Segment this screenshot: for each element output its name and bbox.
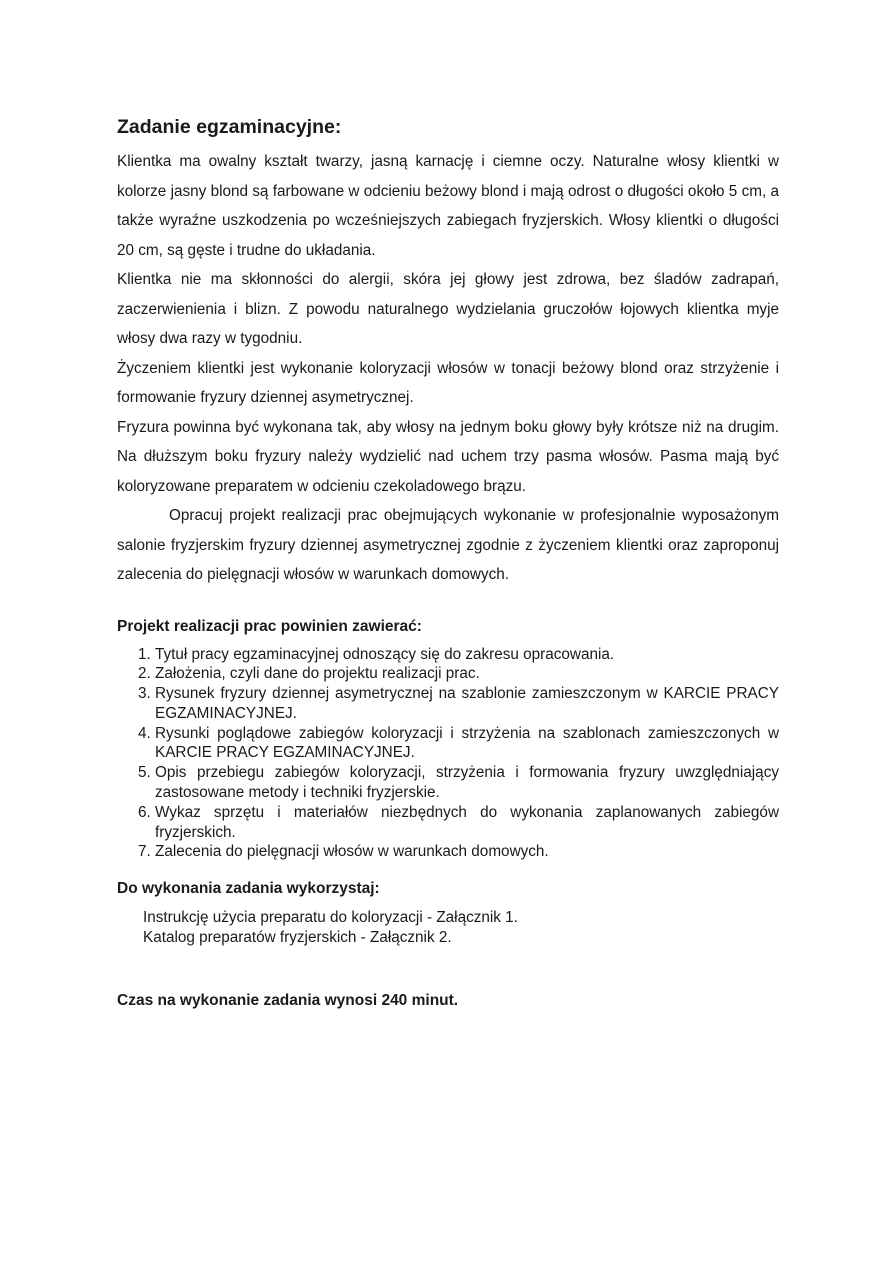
list-item: 6. Wykaz sprzętu i materiałów niezbędnych do wykonania zaplanowanych zabiegów fryzjerskich.	[155, 803, 779, 843]
task-title: Zadanie egzaminacyjne:	[117, 116, 342, 138]
client-wish-paragraph: Życzeniem klientki jest wykonanie koloryzacji włosów w tonacji beżowy blond oraz strzyżenie i formowanie fryzury dziennej asymetrycznej.	[117, 359, 779, 406]
list-item: 3. Rysunek fryzury dziennej asymetrycznej na szablonie zamieszczonym w KARCIE PRACY EGZAMINACYJNEJ.	[155, 684, 779, 724]
client-scalp-paragraph: Klientka nie ma skłonności do alergii, skóra jej głowy jest zdrowa, bez śladów zadrapań, zaczerwienienia i blizn. Z powodu naturalnego wydzielania gruczołów łojowych klientka myje włosy dwa razy w tygodniu.	[117, 271, 779, 347]
time-limit-note: Czas na wykonanie zadania wynosi 240 minut.	[117, 992, 459, 1010]
hairstyle-requirements-paragraph: Fryzura powinna być wykonana tak, aby włosy na jednym boku głowy były krótsze niż na drugim. Na dłuższym boku fryzury należy wydzielić nad uchem trzy pasma włosów. Pasma mają być koloryzowane preparatem w odcieniu czekoladowego brązu.	[117, 418, 779, 495]
task-instruction-paragraph: Opracuj projekt realizacji prac obejmujących wykonanie w profesjonalnie wyposażonym salonie fryzjerskim fryzury dziennej asymetrycznej zgodnie z życzeniem klientki oraz zaproponuj zalecenia do pielęgnacji włosów w warunkach domowych.	[117, 507, 779, 583]
resources-heading: Do wykonania zadania wykorzystaj:	[117, 880, 380, 898]
list-item: 5. Opis przebiegu zabiegów koloryzacji, strzyżenia i formowania fryzury uwzględniający zastosowane metody i techniki fryzjerskie.	[155, 763, 779, 803]
list-item: 2. Założenia, czyli dane do projektu realizacji prac.	[155, 664, 779, 684]
resources-list	[143, 908, 779, 948]
list-item: 1. Tytuł pracy egzaminacyjnej odnoszący się do zakresu opracowania.	[155, 645, 779, 665]
resource-item: Instrukcję użycia preparatu do koloryzacji - Załącznik 1.	[143, 909, 518, 927]
client-description-paragraph: Klientka ma owalny kształt twarzy, jasną karnację i ciemne oczy. Naturalne włosy klientki w kolorze jasny blond są farbowane w odcieniu beżowy blond i mają odrost o długości około 5 cm, a także wyraźne uszkodzenia po wcześniejszych zabiegach fryzjerskich. Włosy klientki o długości 20 cm, są gęste i trudne do układania.	[117, 153, 779, 259]
resource-item: Katalog preparatów fryzjerskich - Załącznik 2.	[143, 929, 452, 947]
list-item: 7. Zalecenia do pielęgnacji włosów w warunkach domowych.	[155, 842, 779, 862]
project-requirements-list	[117, 645, 779, 863]
list-item: 4. Rysunki poglądowe zabiegów koloryzacji i strzyżenia na szablonach zamieszczonych w KARCIE PRACY EGZAMINACYJNEJ.	[155, 724, 779, 764]
project-heading: Projekt realizacji prac powinien zawierać:	[117, 617, 422, 635]
exam-task-page	[117, 113, 779, 1012]
